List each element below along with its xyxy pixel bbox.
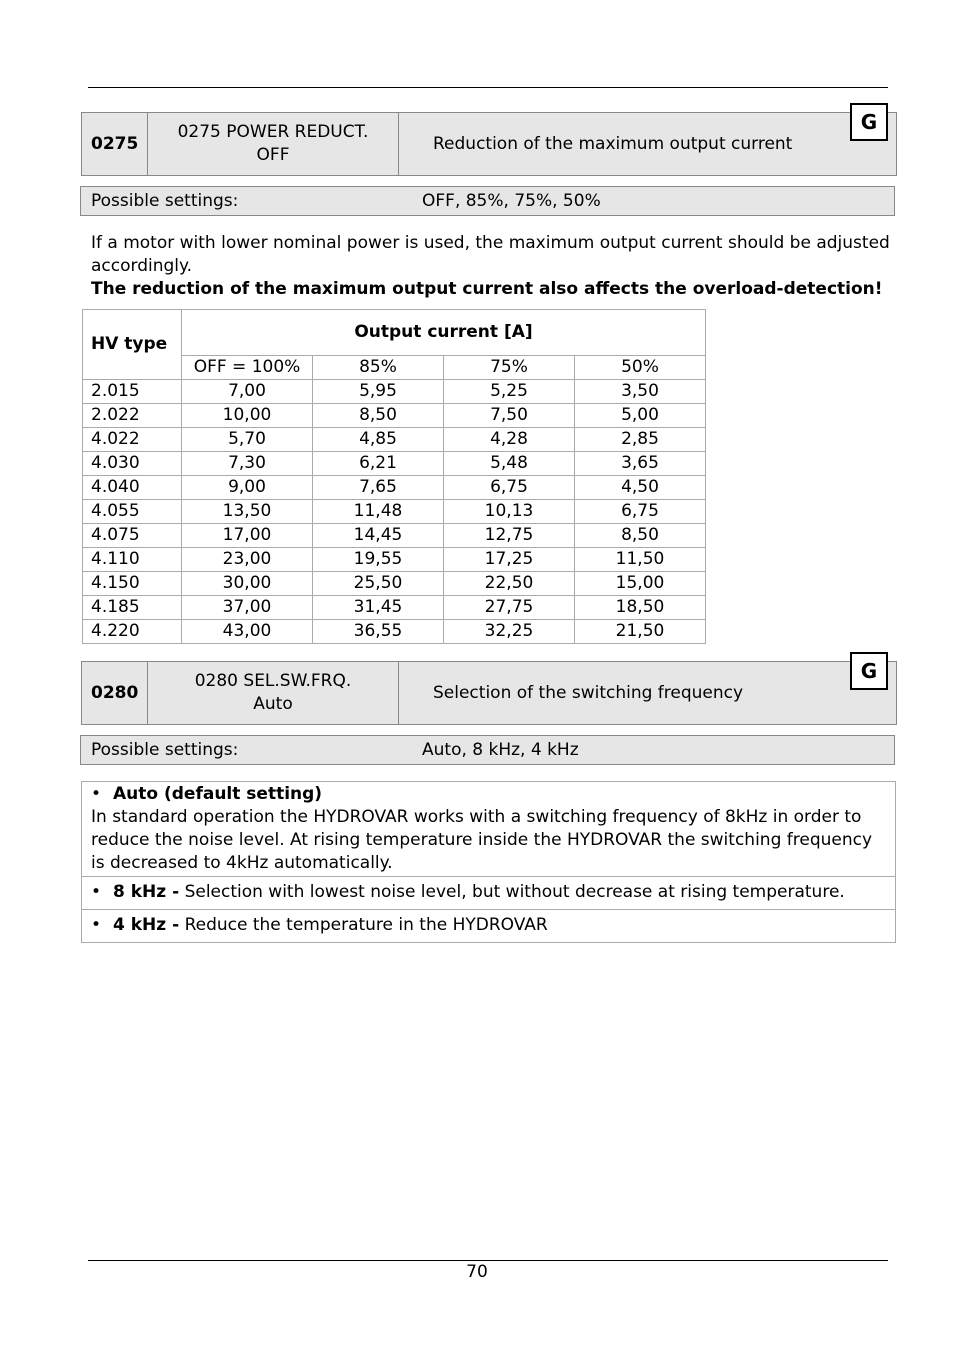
hv-type-cell: 4.030	[83, 452, 182, 476]
table-row	[83, 452, 706, 476]
settings-label: Possible settings:	[91, 191, 239, 211]
param-0275-header	[81, 112, 897, 176]
param-number: 0275	[82, 113, 148, 175]
current-value-cell: 23,00	[182, 548, 313, 572]
hv-type-cell: 4.150	[83, 572, 182, 596]
table-row	[83, 548, 706, 572]
switching-frequency-options	[81, 781, 896, 943]
param-number: 0280	[82, 662, 148, 724]
current-value-cell: 21,50	[575, 620, 706, 644]
current-value-cell: 37,00	[182, 596, 313, 620]
current-value-cell: 9,00	[182, 476, 313, 500]
option-title: Auto (default setting)	[113, 784, 323, 804]
display-line-1: 0275 POWER REDUCT.	[177, 122, 369, 142]
option-title: 4 kHz -	[113, 915, 180, 935]
page-number: 70	[466, 1262, 488, 1282]
hv-type-header: HV type	[83, 310, 182, 380]
current-value-cell: 3,50	[575, 380, 706, 404]
current-value-cell: 5,95	[313, 380, 444, 404]
option-4khz	[82, 909, 895, 942]
current-value-cell: 11,50	[575, 548, 706, 572]
current-value-cell: 4,50	[575, 476, 706, 500]
param-display	[148, 113, 399, 175]
current-value-cell: 6,75	[575, 500, 706, 524]
current-value-cell: 31,45	[313, 596, 444, 620]
current-value-cell: 11,48	[313, 500, 444, 524]
current-value-cell: 12,75	[444, 524, 575, 548]
display-line-1: 0280 SEL.SW.FRQ.	[194, 671, 352, 691]
current-value-cell: 18,50	[575, 596, 706, 620]
current-value-cell: 8,50	[313, 404, 444, 428]
param-description: Selection of the switching frequency	[433, 683, 744, 703]
param-description: Reduction of the maximum output current	[433, 134, 793, 154]
current-value-cell: 22,50	[444, 572, 575, 596]
settings-label: Possible settings:	[91, 740, 239, 760]
hv-type-cell: 4.110	[83, 548, 182, 572]
display-line-2: OFF	[256, 145, 290, 165]
table-row	[83, 524, 706, 548]
output-current-header: Output current [A]	[182, 310, 706, 356]
access-level-badge: G	[850, 103, 888, 141]
bullet-icon: •	[91, 882, 102, 902]
table-row	[83, 476, 706, 500]
column-header: 75%	[444, 356, 575, 380]
hv-type-cell: 4.022	[83, 428, 182, 452]
current-value-cell: 7,50	[444, 404, 575, 428]
current-value-cell: 2,85	[575, 428, 706, 452]
access-level-badge: G	[850, 652, 888, 690]
table-row	[83, 380, 706, 404]
current-value-cell: 7,65	[313, 476, 444, 500]
output-current-table	[82, 309, 706, 644]
current-value-cell: 7,30	[182, 452, 313, 476]
note-paragraph	[91, 232, 891, 301]
current-value-cell: 43,00	[182, 620, 313, 644]
current-value-cell: 17,00	[182, 524, 313, 548]
option-text: Selection with lowest noise level, but without decrease at rising temperature.	[184, 882, 845, 902]
table-row	[83, 428, 706, 452]
hv-type-cell: 2.022	[83, 404, 182, 428]
hv-type-cell: 4.185	[83, 596, 182, 620]
possible-settings-0280	[80, 735, 895, 765]
possible-settings-0275	[80, 186, 895, 216]
bullet-icon: •	[91, 915, 102, 935]
current-value-cell: 4,28	[444, 428, 575, 452]
param-display	[148, 662, 399, 724]
table-row	[83, 596, 706, 620]
current-value-cell: 25,50	[313, 572, 444, 596]
hv-type-cell: 4.220	[83, 620, 182, 644]
note-warning: The reduction of the maximum output current also affects the overload-detection!	[91, 279, 883, 299]
option-title: 8 kHz -	[113, 882, 180, 902]
current-value-cell: 5,70	[182, 428, 313, 452]
hv-type-cell: 4.075	[83, 524, 182, 548]
option-8khz	[82, 876, 895, 909]
column-header: 50%	[575, 356, 706, 380]
current-value-cell: 15,00	[575, 572, 706, 596]
current-value-cell: 6,75	[444, 476, 575, 500]
current-value-cell: 10,13	[444, 500, 575, 524]
table-row	[83, 572, 706, 596]
current-value-cell: 8,50	[575, 524, 706, 548]
current-value-cell: 5,25	[444, 380, 575, 404]
current-value-cell: 17,25	[444, 548, 575, 572]
table-body	[83, 380, 706, 644]
settings-value: Auto, 8 kHz, 4 kHz	[422, 740, 579, 760]
current-value-cell: 27,75	[444, 596, 575, 620]
current-value-cell: 14,45	[313, 524, 444, 548]
current-value-cell: 19,55	[313, 548, 444, 572]
current-value-cell: 5,00	[575, 404, 706, 428]
option-text: In standard operation the HYDROVAR works with a switching frequency of 8kHz in order to reduce the noise level. At rising temperature inside the HYDROVAR the switching frequency is decreased to 4kHz automatically.	[91, 807, 873, 873]
table-row	[83, 404, 706, 428]
option-text: Reduce the temperature in the HYDROVAR	[184, 915, 548, 935]
current-value-cell: 4,85	[313, 428, 444, 452]
current-value-cell: 6,21	[313, 452, 444, 476]
hv-type-cell: 4.055	[83, 500, 182, 524]
column-header: OFF = 100%	[182, 356, 313, 380]
current-value-cell: 7,00	[182, 380, 313, 404]
current-value-cell: 36,55	[313, 620, 444, 644]
current-value-cell: 32,25	[444, 620, 575, 644]
settings-value: OFF, 85%, 75%, 50%	[422, 191, 601, 211]
current-value-cell: 13,50	[182, 500, 313, 524]
option-auto	[82, 782, 895, 876]
table-row	[83, 620, 706, 644]
param-0280-header	[81, 661, 897, 725]
current-value-cell: 3,65	[575, 452, 706, 476]
note-text: If a motor with lower nominal power is used, the maximum output current should be adjusted accordingly.	[91, 233, 890, 276]
bullet-icon: •	[91, 784, 102, 804]
footer-rule	[88, 1260, 888, 1261]
hv-type-cell: 4.040	[83, 476, 182, 500]
display-line-2: Auto	[253, 694, 293, 714]
current-value-cell: 5,48	[444, 452, 575, 476]
hv-type-cell: 2.015	[83, 380, 182, 404]
header-rule	[88, 87, 888, 88]
current-value-cell: 10,00	[182, 404, 313, 428]
column-header: 85%	[313, 356, 444, 380]
table-row	[83, 500, 706, 524]
current-value-cell: 30,00	[182, 572, 313, 596]
